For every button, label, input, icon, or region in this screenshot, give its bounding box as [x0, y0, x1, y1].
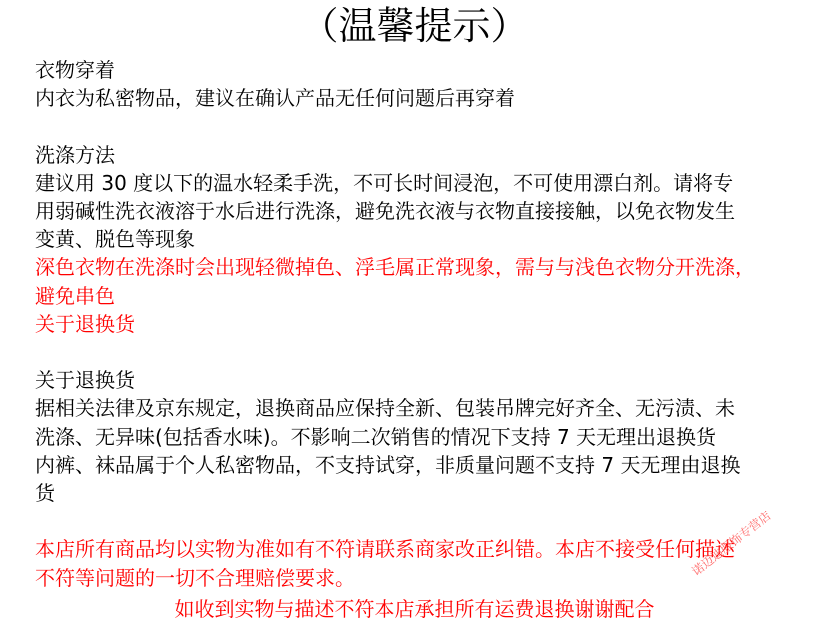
- returns-text-line: 洗涤、无异味(包括香水味)。不影响二次销售的情况下支持 7 天无理出退换货: [35, 424, 717, 449]
- returns-text-line: 据相关法律及京东规定，退换商品应保持全新、包装吊牌完好齐全、无污渍、未: [35, 396, 735, 421]
- store-notice-line: 不符等问题的一切不合理赔偿要求。: [35, 565, 355, 590]
- wash-text-line: 用弱碱性洗衣液溶于水后进行洗涤，避免洗衣液与衣物直接接触，以免衣物发生: [35, 199, 735, 223]
- wash-text-line: 变黄、脱色等现象: [35, 227, 195, 252]
- returns-text-line: 货: [35, 481, 55, 506]
- store-notice-line: 本店所有商品均以实物为准如有不符请联系商家改正纠错。本店不接受任何描述: [35, 537, 735, 562]
- wash-warning-line: 避免串色: [35, 283, 115, 308]
- store-notice-centered: 如收到实物与描述不符本店承担所有运费退换谢谢配合: [174, 597, 655, 621]
- wear-text: 内衣为私密物品，建议在确认产品无任何问题后再穿着: [35, 86, 515, 111]
- returns-warning-label: 关于退换货: [35, 311, 135, 336]
- section-spacer: [35, 338, 810, 366]
- section-spacer: [35, 112, 810, 140]
- wash-heading: 洗涤方法: [35, 142, 115, 167]
- page-title: （温馨提示）: [300, 4, 529, 48]
- notice-body: [35, 56, 810, 592]
- wash-warning-line: 深色衣物在洗涤时会出现轻微掉色、浮毛属正常现象，需与与浅色衣物分开洗涤，: [35, 255, 755, 280]
- returns-text-line: 内裤、袜品属于个人私密物品，不支持试穿，非质量问题不支持 7 天无理由退换: [35, 452, 741, 477]
- wear-heading: 衣物穿着: [35, 58, 115, 82]
- section-spacer: [35, 507, 810, 535]
- returns-heading: 关于退换货: [35, 368, 135, 393]
- wash-text-line: 建议用 30 度以下的温水轻柔手洗，不可长时间浸泡，不可使用漂白剂。请将专: [35, 170, 734, 195]
- store-watermark: 诺迈迪服饰专营店: [689, 508, 774, 579]
